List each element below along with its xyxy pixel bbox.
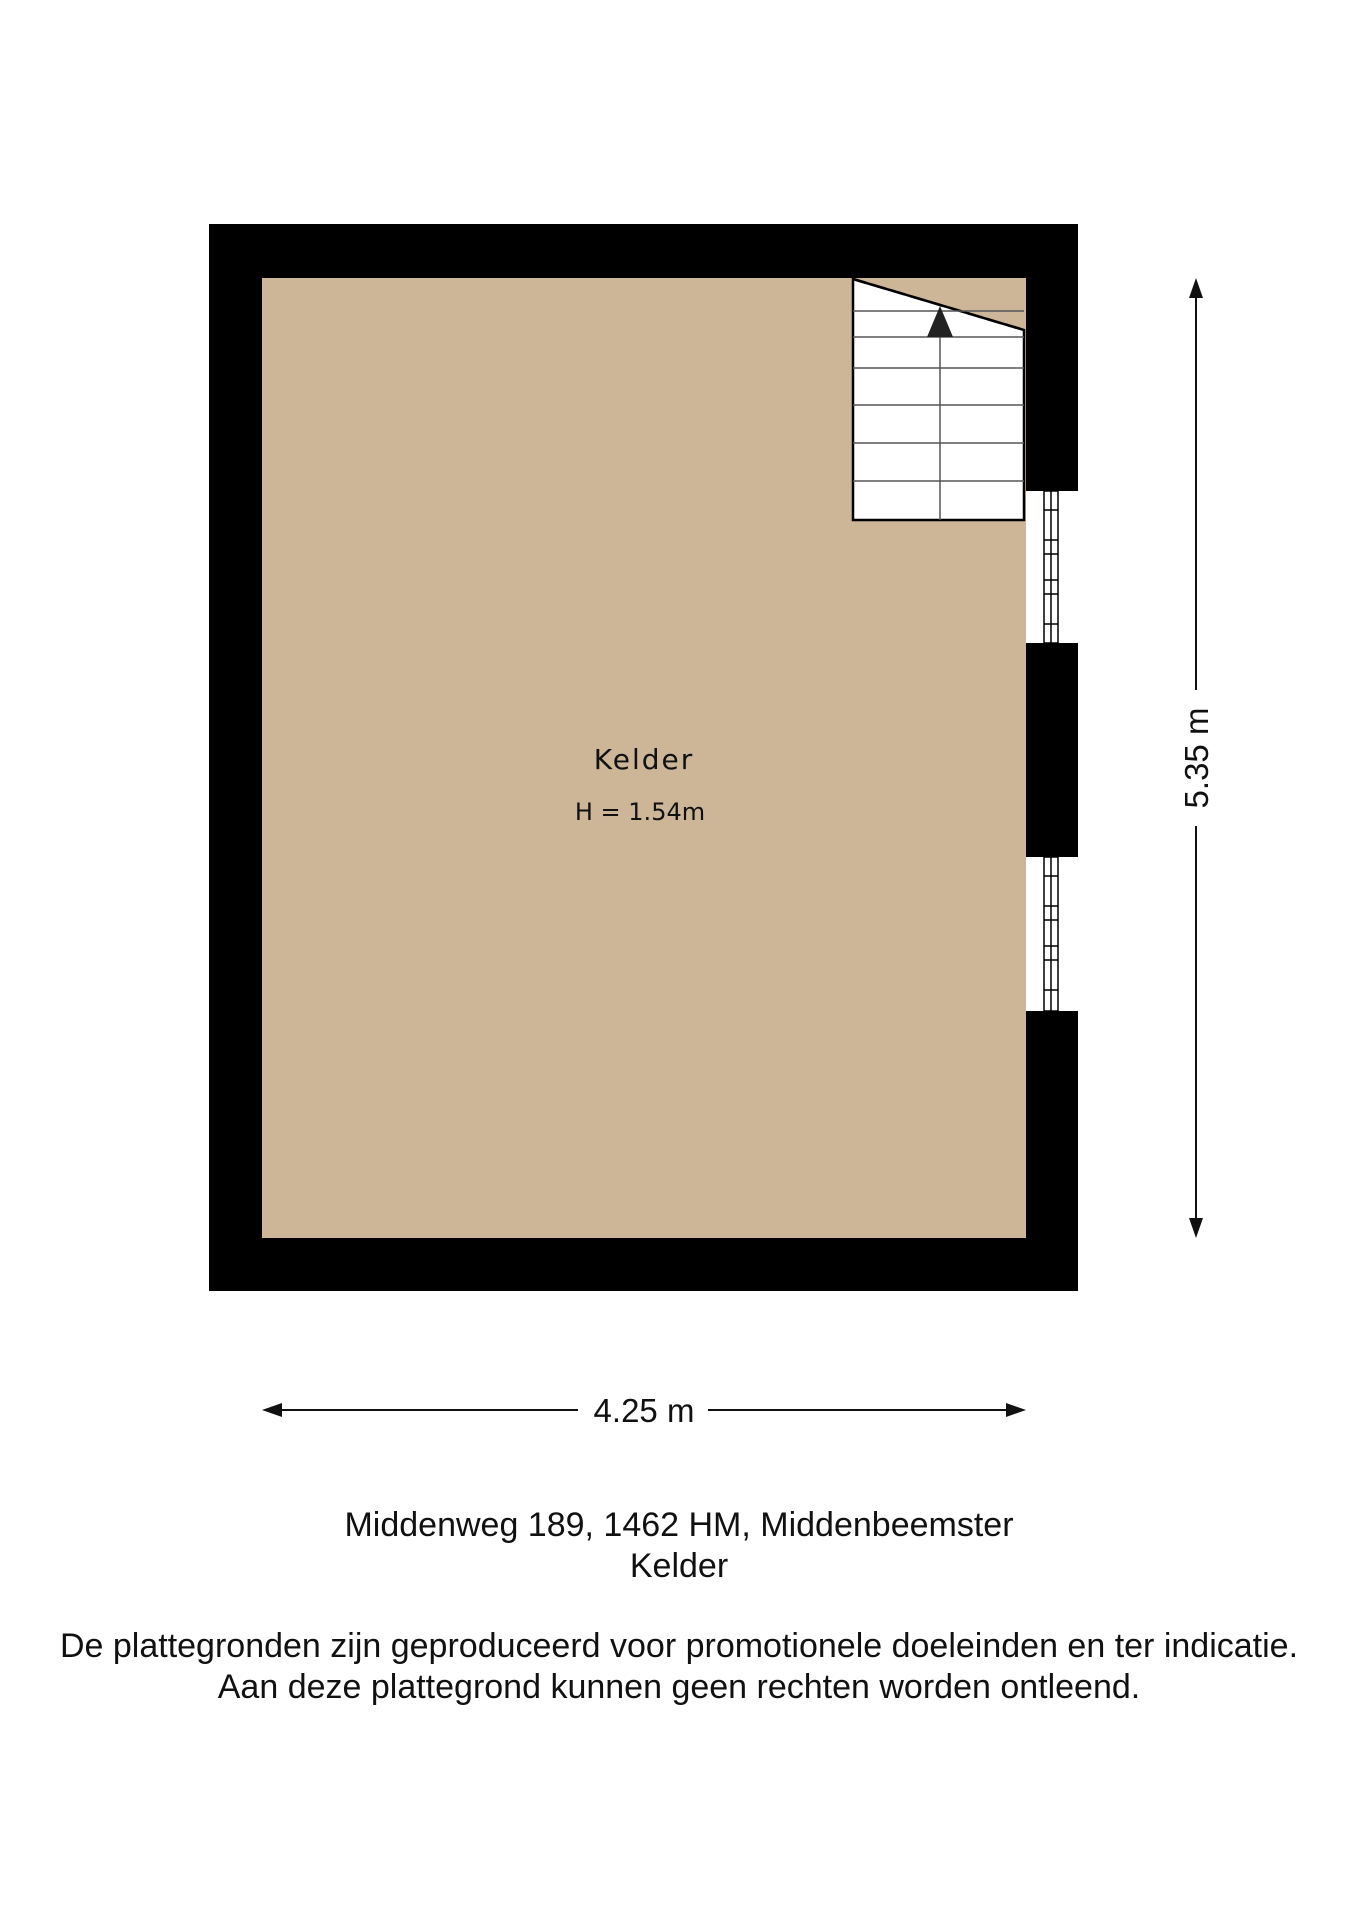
width-label: 4.25 m	[593, 1392, 695, 1429]
disclaimer-line-1: De plattegronden zijn geproduceerd voor promotionele doeleinden en ter indicatie.	[59, 1627, 1299, 1665]
depth-label: 5.35 m	[1178, 707, 1215, 809]
address: Middenweg 189, 1462 HM, Middenbeemster	[344, 1506, 1014, 1544]
room-name: Kelder	[593, 743, 695, 776]
room-height: H = 1.54m	[574, 798, 706, 826]
floor-name: Kelder	[629, 1547, 729, 1585]
window-upper	[1044, 491, 1058, 643]
disclaimer-line-2: Aan deze plattegrond kunnen geen rechten worden ontleend.	[217, 1668, 1141, 1706]
window-lower	[1044, 857, 1058, 1011]
